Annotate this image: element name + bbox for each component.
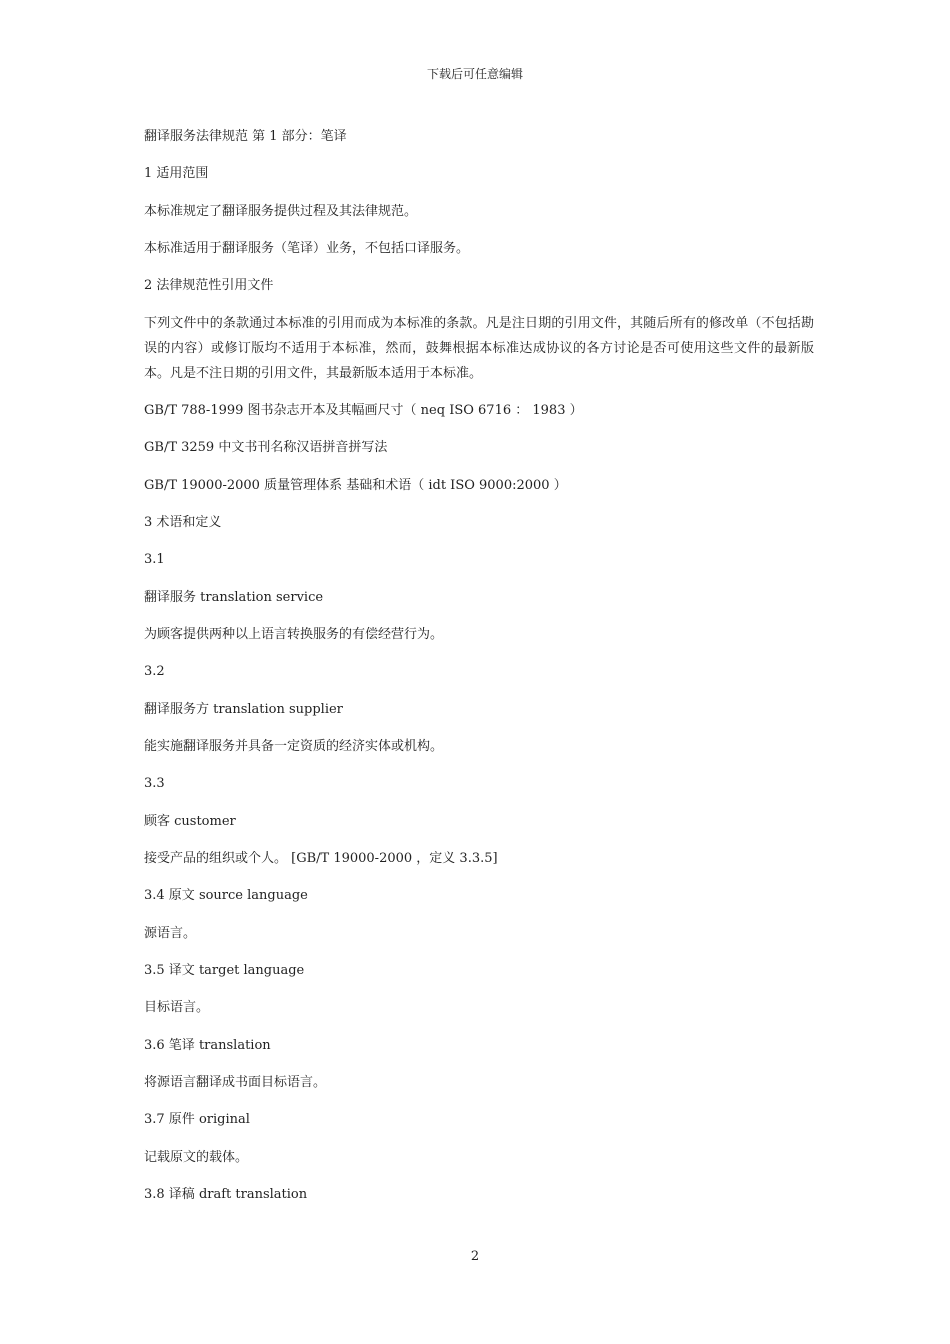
- paragraph: 下列文件中的条款通过本标准的引用而成为本标准的条款。凡是注日期的引用文件，其随后所有的修改单（不包括勘误的内容）或修订版均不适用于本标准，然而，鼓舞根据本标准达成协议的各方讨论是否可使用这些文件的最新版本。凡是不注日期的引用文件，其最新版本适用于本标准。: [144, 316, 814, 381]
- term-definition: 源语言。: [144, 926, 197, 941]
- term-title: 3.4 原文 source language: [144, 888, 308, 903]
- page-number: 2: [470, 1249, 480, 1264]
- term-title: 顾客 customer: [144, 814, 236, 829]
- term-definition: 将源语言翻译成书面目标语言。: [144, 1075, 327, 1090]
- term-title: 3.8 译稿 draft translation: [144, 1187, 308, 1202]
- term-title: 3.6 笔译 translation: [144, 1038, 271, 1053]
- page-header: 下载后可任意编辑: [426, 67, 523, 81]
- term-title: 3.7 原件 original: [144, 1112, 250, 1127]
- term-number: 3.3: [144, 776, 165, 791]
- term-definition: 接受产品的组织或个人。 [GB/T 19000-2000 ，定义 3.3.5]: [144, 851, 498, 866]
- term-title: 翻译服务 translation service: [144, 590, 324, 605]
- reference-item: GB/T 3259 中文书刊名称汉语拼音拼写法: [144, 440, 388, 455]
- section-heading: 2 法律规范性引用文件: [144, 278, 274, 293]
- reference-item: GB/T 19000-2000 质量管理体系 基础和术语（ idt ISO 9000:2000 ）: [144, 478, 567, 493]
- section-heading: 1 适用范围: [144, 166, 209, 181]
- term-number: 3.2: [144, 664, 165, 679]
- term-definition: 目标语言。: [144, 1000, 210, 1015]
- term-definition: 能实施翻译服务并具备一定资质的经济实体或机构。: [144, 739, 444, 754]
- reference-item: GB/T 788-1999 图书杂志开本及其幅画尺寸（ neq ISO 6716 ： 1983 ）: [144, 403, 583, 418]
- document-title: 翻译服务法律规范 第 1 部分：笔译: [144, 129, 347, 144]
- term-title: 翻译服务方 translation supplier: [144, 702, 343, 717]
- section-heading: 3 术语和定义: [144, 515, 222, 530]
- term-definition: 为顾客提供两种以上语言转换服务的有偿经营行为。: [144, 627, 444, 642]
- term-title: 3.5 译文 target language: [144, 963, 305, 978]
- paragraph: 本标准规定了翻译服务提供过程及其法律规范。: [144, 204, 418, 219]
- term-number: 3.1: [144, 552, 165, 567]
- paragraph: 本标准适用于翻译服务（笔译）业务，不包括口译服务。: [144, 241, 470, 256]
- term-definition: 记载原文的载体。: [144, 1150, 249, 1165]
